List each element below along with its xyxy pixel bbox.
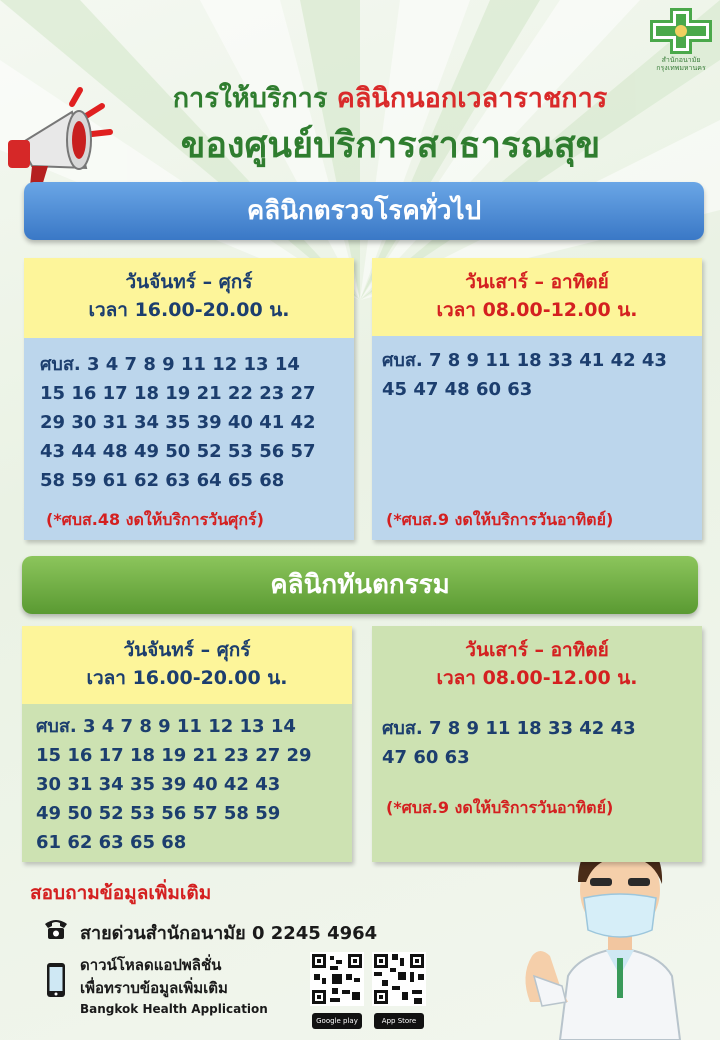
dental-weekend-note: (*ศบส.9 งดให้บริการวันอาทิตย์)	[386, 798, 614, 817]
general-weekend-time: เวลา 08.00-12.00 น.	[436, 299, 638, 321]
hotline-text: สายด่วนสำนักอนามัย 0 2245 4964	[80, 923, 378, 944]
dental-clinic-banner: คลินิกทันตกรรม	[22, 556, 698, 614]
dental-weekend-centers: ศบส. 7 8 9 11 18 33 42 43 47 60 63	[382, 718, 636, 768]
google-play-label: Google play	[316, 1017, 358, 1025]
title-line-2: ของศูนย์บริการสาธารณสุข	[180, 125, 601, 166]
dental-weekday-day: วันจันทร์ – ศุกร์	[123, 639, 251, 661]
general-weekend-header	[372, 258, 702, 336]
google-play-badge[interactable]	[312, 1013, 362, 1029]
general-clinic-banner: คลินิกตรวจโรคทั่วไป	[24, 182, 704, 240]
general-weekday-panel	[24, 258, 354, 540]
contact-title: สอบถามข้อมูลเพิ่มเติม	[30, 882, 212, 904]
logo-caption: สำนักอนามัย กรุงเทพมหานคร	[656, 56, 706, 72]
dental-weekend-time: เวลา 08.00-12.00 น.	[436, 667, 638, 689]
general-weekday-note: (*ศบส.48 งดให้บริการวันศุกร์)	[46, 510, 264, 529]
title-service-text: การให้บริการ	[172, 83, 328, 114]
general-weekend-day: วันเสาร์ – อาทิตย์	[465, 271, 609, 293]
app-store-qr-code[interactable]	[372, 952, 426, 1006]
dental-weekday-panel	[22, 626, 352, 862]
mobile-phone-icon	[46, 962, 66, 998]
general-weekday-time: เวลา 16.00-20.00 น.	[88, 299, 290, 321]
app-store-badge[interactable]	[374, 1013, 424, 1029]
dental-weekend-header	[372, 626, 702, 702]
telephone-icon	[42, 914, 70, 942]
bangkok-health-logo	[646, 6, 716, 72]
dental-weekend-day: วันเสาร์ – อาทิตย์	[465, 639, 609, 661]
dental-weekday-header	[22, 626, 352, 704]
megaphone-icon	[2, 82, 122, 192]
general-weekday-day: วันจันทร์ – ศุกร์	[125, 271, 253, 293]
app-store-label: App Store	[381, 1017, 417, 1025]
app-name: Bangkok Health Application	[80, 1002, 268, 1016]
dental-weekday-time: เวลา 16.00-20.00 น.	[86, 667, 288, 689]
general-weekend-note: (*ศบส.9 งดให้บริการวันอาทิตย์)	[386, 510, 614, 529]
general-weekend-panel	[372, 258, 702, 540]
download-line-1: ดาวน์โหลดแอปพลิชั่น	[80, 956, 222, 974]
general-weekend-centers: ศบส. 7 8 9 11 18 33 41 42 43 45 47 48 60 63	[382, 350, 667, 400]
dental-weekday-centers: ศบส. 3 4 7 8 9 11 12 13 14 15 16 17 18 19 21 23 27 29 30 31 34 35 39 40 42 43 49 50 52 53 56 57 58 59 61 62 63 65 68	[36, 716, 312, 853]
title-clinic-text: คลินิกนอกเวลาราชการ	[336, 83, 608, 114]
google-play-qr-code[interactable]	[310, 952, 364, 1006]
title-line-1	[120, 76, 660, 119]
dental-weekend-panel	[372, 626, 702, 862]
download-line-2: เพื่อทราบข้อมูลเพิ่มเติม	[80, 979, 228, 997]
general-weekday-header	[24, 258, 354, 338]
general-weekday-centers: ศบส. 3 4 7 8 9 11 12 13 14 15 16 17 18 19 21 22 23 27 29 30 31 34 35 39 40 41 42 43 44 48 49 50 52 53 56 57 58 59 61 62 63 64 65 68	[40, 354, 316, 491]
